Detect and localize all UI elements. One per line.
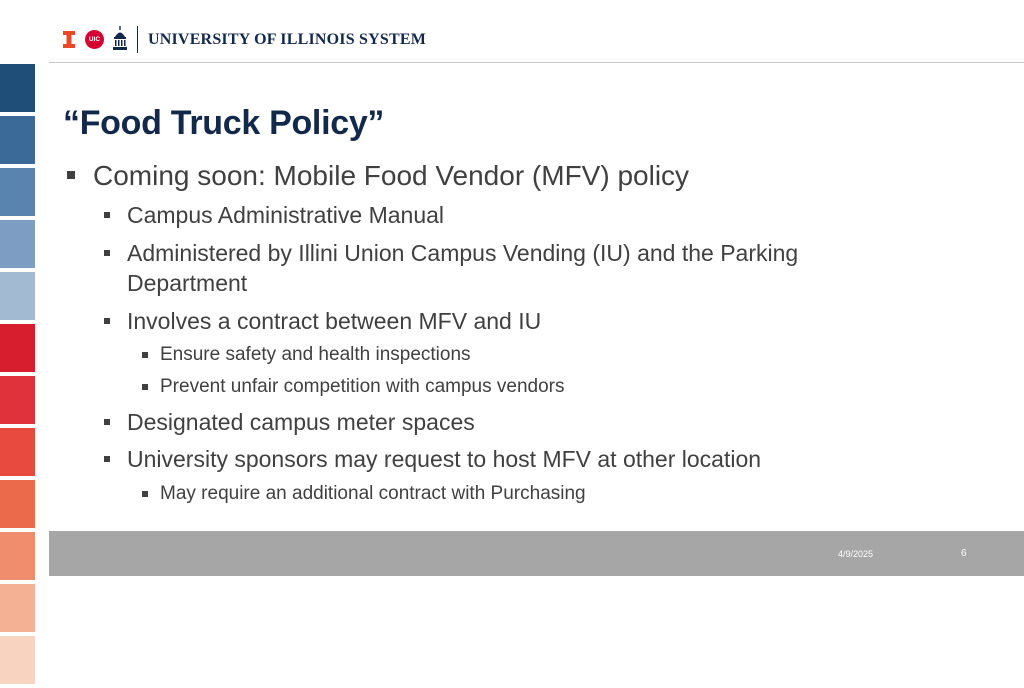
stripe-block [0, 324, 35, 372]
bullet-marker [142, 384, 148, 390]
stripe-block [0, 64, 35, 112]
bullet-marker [104, 250, 110, 256]
bullet-level2-continuation: Department [127, 270, 248, 296]
illinois-i-logo[interactable] [63, 31, 75, 48]
bullet-level3: May require an additional contract with Purchasing [160, 483, 586, 504]
header-rule [49, 62, 1024, 63]
bullet-level1: Coming soon: Mobile Food Vendor (MFV) policy [93, 160, 690, 191]
stripe-block [0, 480, 35, 528]
slide-title: “Food Truck Policy” [63, 104, 385, 142]
bullet-level3: Prevent unfair competition with campus vendors [160, 376, 565, 397]
bullet-marker [142, 352, 148, 358]
header [0, 0, 1024, 62]
stripe-block [0, 220, 35, 268]
stripe-block [0, 428, 35, 476]
uic-logo[interactable]: UIC [85, 30, 104, 49]
stripe-block [0, 636, 35, 684]
bullet-level2: Administered by Illini Union Campus Vending (IU) and the Parking [127, 240, 799, 266]
bullet-level2: University sponsors may request to host MFV at other location [127, 446, 762, 472]
footer-date: 4/9/2025 [838, 549, 874, 559]
stripe-block [0, 272, 35, 320]
footer-bar [49, 531, 1024, 576]
stripe-block [0, 376, 35, 424]
university-system-title[interactable]: UNIVERSITY OF ILLINOIS SYSTEM [148, 31, 427, 48]
bullet-marker [67, 171, 75, 179]
bullet-level3: Ensure safety and health inspections [160, 344, 471, 365]
page-number: 6 [961, 548, 967, 559]
bullet-marker [104, 212, 110, 218]
bullet-marker [104, 456, 110, 462]
bullet-marker [142, 491, 148, 497]
bullet-level2: Designated campus meter spaces [127, 409, 475, 435]
bullet-level2: Campus Administrative Manual [127, 202, 445, 228]
header-divider [137, 26, 138, 53]
left-color-stripe [0, 64, 35, 688]
stripe-block [0, 532, 35, 580]
bullet-marker [104, 419, 110, 425]
stripe-block [0, 116, 35, 164]
bullet-marker [104, 318, 110, 324]
uis-dome-logo[interactable] [113, 26, 127, 50]
stripe-block [0, 168, 35, 216]
bullet-level2: Involves a contract between MFV and IU [127, 308, 542, 334]
stripe-block [0, 584, 35, 632]
